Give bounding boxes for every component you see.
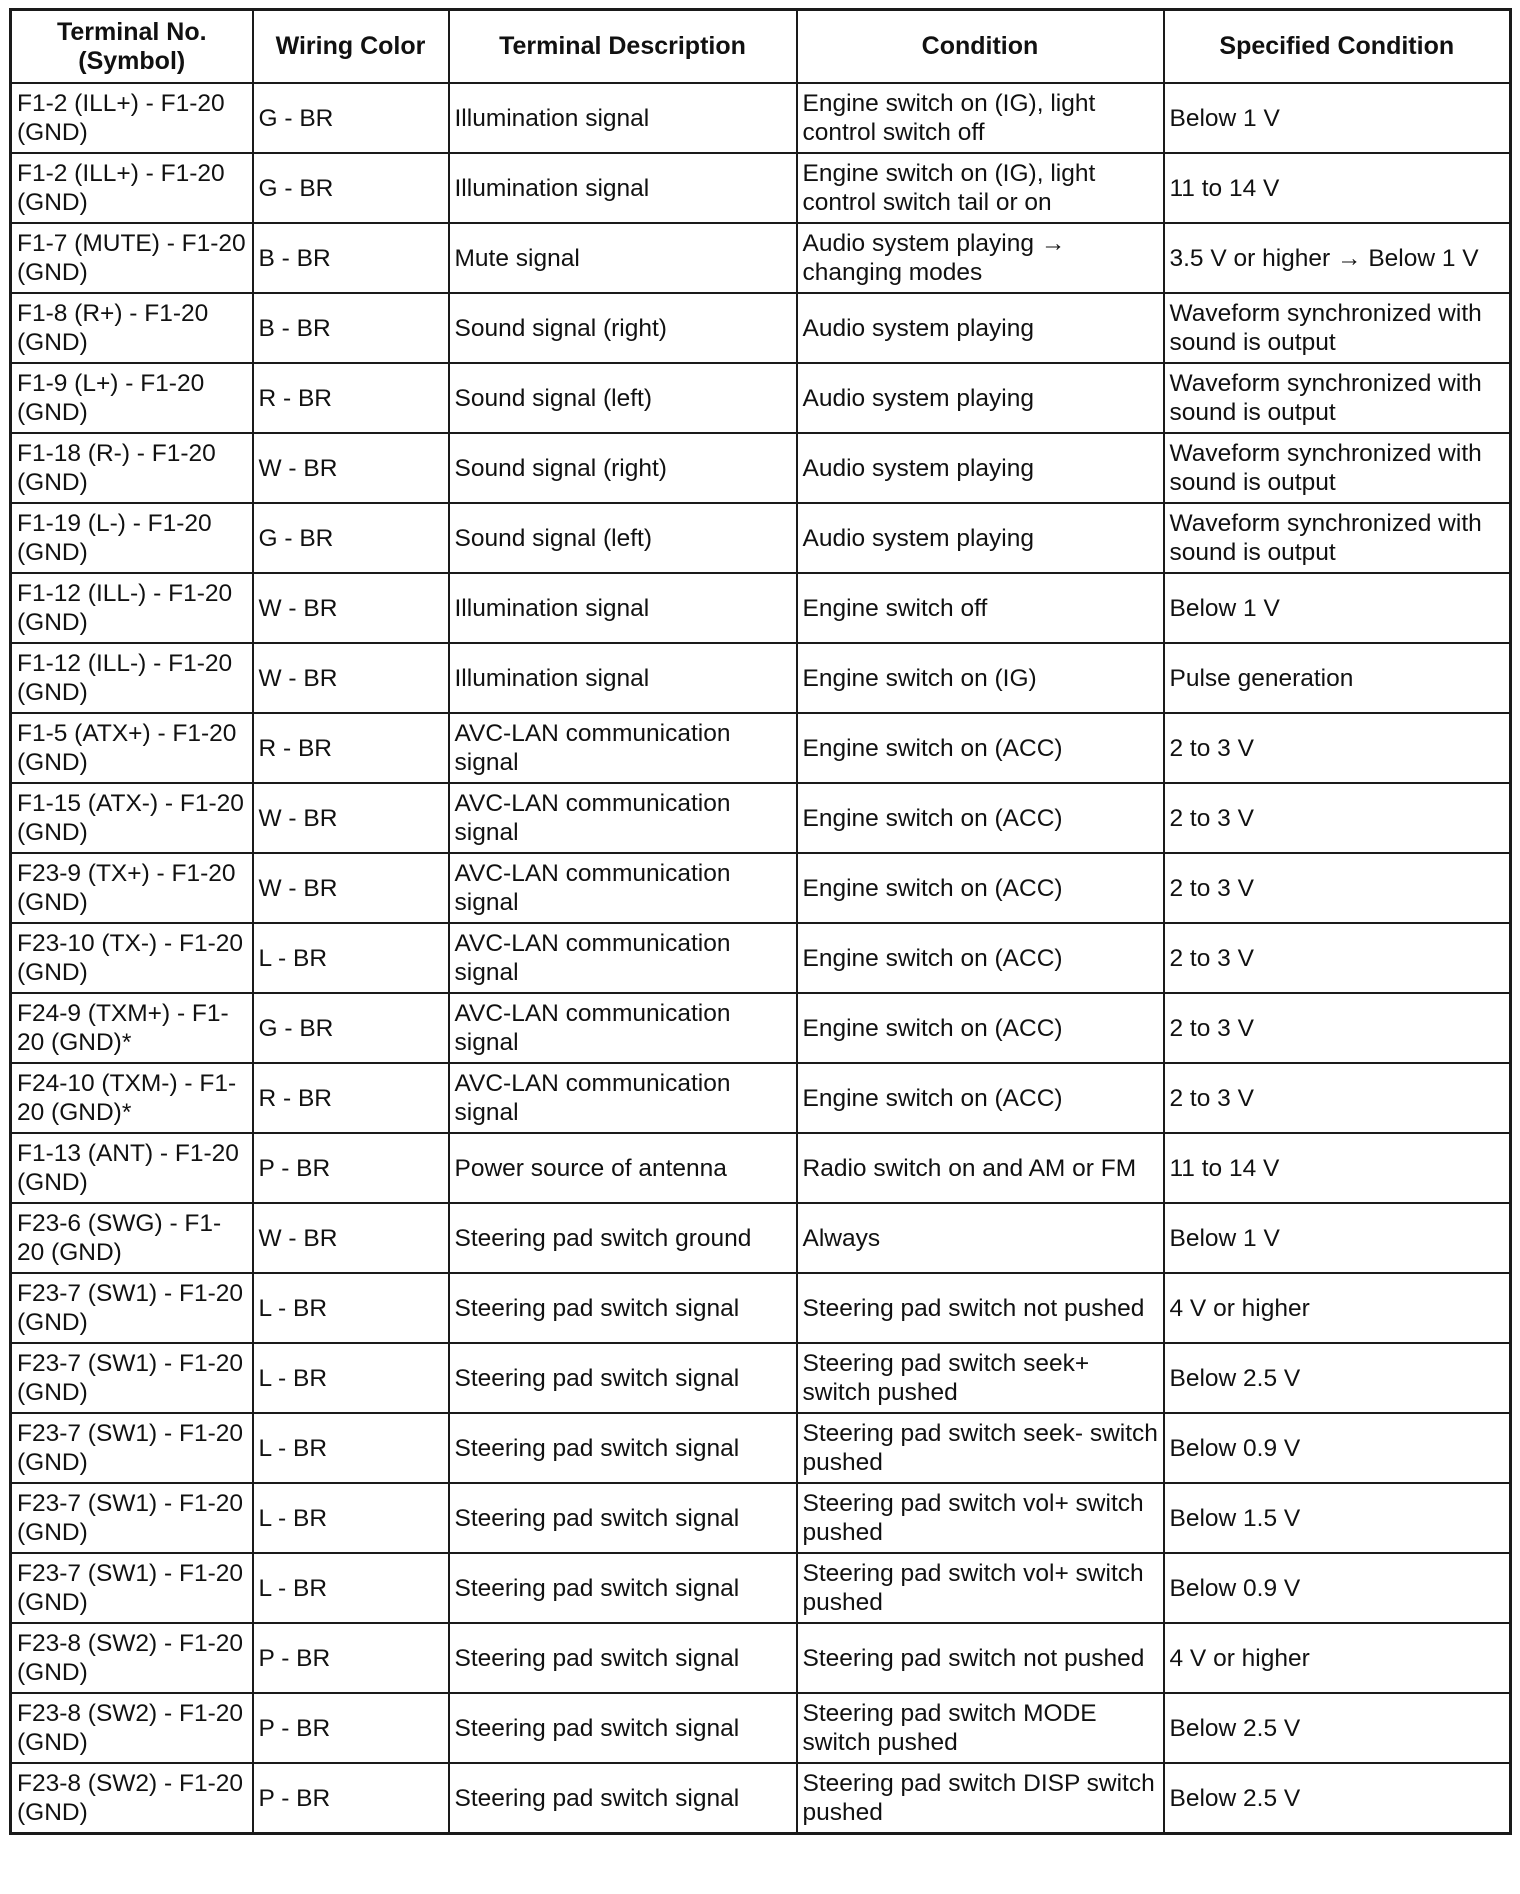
cell-specified-condition: Waveform synchronized with sound is output — [1164, 363, 1511, 433]
table-row — [11, 713, 1511, 783]
table-row — [11, 1273, 1511, 1343]
cell-condition: Audio system playing — [797, 503, 1164, 573]
cell-terminal-description: Sound signal (right) — [449, 293, 797, 363]
cell-condition: Engine switch on (ACC) — [797, 713, 1164, 783]
cell-specified-condition: Below 2.5 V — [1164, 1693, 1511, 1763]
cell-specified-condition: Below 1 V — [1164, 573, 1511, 643]
cell-specified-condition: Below 0.9 V — [1164, 1553, 1511, 1623]
cell-condition: Steering pad switch DISP switch pushed — [797, 1763, 1164, 1834]
cell-condition: Steering pad switch not pushed — [797, 1623, 1164, 1693]
cell-wiring-color: G - BR — [253, 83, 449, 153]
cell-specified-condition: 2 to 3 V — [1164, 783, 1511, 853]
cell-wiring-color: L - BR — [253, 923, 449, 993]
cell-specified-condition: Below 1 V — [1164, 1203, 1511, 1273]
table-row — [11, 503, 1511, 573]
cell-condition: Engine switch off — [797, 573, 1164, 643]
cell-terminal-description: Steering pad switch signal — [449, 1343, 797, 1413]
header-wiring-color: Wiring Color — [253, 10, 449, 84]
cell-specified-condition: 2 to 3 V — [1164, 713, 1511, 783]
cell-specified-condition: Below 0.9 V — [1164, 1413, 1511, 1483]
table-row — [11, 83, 1511, 153]
cell-specified-condition: Waveform synchronized with sound is output — [1164, 433, 1511, 503]
cell-terminal-description: Mute signal — [449, 223, 797, 293]
table-row — [11, 1693, 1511, 1763]
cell-condition: Engine switch on (ACC) — [797, 923, 1164, 993]
cell-terminal-description: Steering pad switch signal — [449, 1623, 797, 1693]
cell-wiring-color: P - BR — [253, 1133, 449, 1203]
cell-wiring-color: G - BR — [253, 153, 449, 223]
cell-terminal-no: F1-9 (L+) - F1-20 (GND) — [11, 363, 253, 433]
cell-specified-condition: 2 to 3 V — [1164, 923, 1511, 993]
cell-specified-condition: 11 to 14 V — [1164, 153, 1511, 223]
cell-condition: Steering pad switch not pushed — [797, 1273, 1164, 1343]
table-row — [11, 853, 1511, 923]
cell-wiring-color: P - BR — [253, 1693, 449, 1763]
cell-wiring-color: R - BR — [253, 1063, 449, 1133]
cell-terminal-description: Power source of antenna — [449, 1133, 797, 1203]
cell-condition: Engine switch on (ACC) — [797, 783, 1164, 853]
cell-terminal-description: Illumination signal — [449, 153, 797, 223]
cell-wiring-color: L - BR — [253, 1343, 449, 1413]
cell-terminal-no: F23-8 (SW2) - F1-20 (GND) — [11, 1693, 253, 1763]
cell-specified-condition: 3.5 V or higher → Below 1 V — [1164, 223, 1511, 293]
cell-terminal-no: F23-7 (SW1) - F1-20 (GND) — [11, 1343, 253, 1413]
cell-terminal-no: F1-2 (ILL+) - F1-20 (GND) — [11, 153, 253, 223]
table-row — [11, 1203, 1511, 1273]
cell-specified-condition: Below 1.5 V — [1164, 1483, 1511, 1553]
cell-terminal-no: F23-6 (SWG) - F1-20 (GND) — [11, 1203, 253, 1273]
cell-terminal-description: Steering pad switch signal — [449, 1693, 797, 1763]
cell-condition: Steering pad switch vol+ switch pushed — [797, 1553, 1164, 1623]
cell-condition: Engine switch on (IG) — [797, 643, 1164, 713]
cell-terminal-description: Steering pad switch signal — [449, 1413, 797, 1483]
cell-terminal-no: F1-7 (MUTE) - F1-20 (GND) — [11, 223, 253, 293]
cell-specified-condition: Waveform synchronized with sound is output — [1164, 293, 1511, 363]
cell-wiring-color: P - BR — [253, 1763, 449, 1834]
cell-terminal-no: F23-8 (SW2) - F1-20 (GND) — [11, 1763, 253, 1834]
cell-condition: Audio system playing — [797, 433, 1164, 503]
header-specified-condition: Specified Condition — [1164, 10, 1511, 84]
cell-wiring-color: L - BR — [253, 1273, 449, 1343]
table-row — [11, 1623, 1511, 1693]
cell-terminal-description: AVC-LAN communication signal — [449, 713, 797, 783]
cell-terminal-description: AVC-LAN communication signal — [449, 1063, 797, 1133]
cell-wiring-color: L - BR — [253, 1483, 449, 1553]
cell-terminal-no: F23-7 (SW1) - F1-20 (GND) — [11, 1483, 253, 1553]
cell-wiring-color: W - BR — [253, 643, 449, 713]
cell-terminal-description: Sound signal (right) — [449, 433, 797, 503]
cell-wiring-color: G - BR — [253, 993, 449, 1063]
cell-wiring-color: B - BR — [253, 293, 449, 363]
cell-specified-condition: 4 V or higher — [1164, 1273, 1511, 1343]
cell-condition: Engine switch on (IG), light control switch off — [797, 83, 1164, 153]
cell-condition: Engine switch on (ACC) — [797, 853, 1164, 923]
cell-terminal-description: Illumination signal — [449, 83, 797, 153]
cell-terminal-no: F1-19 (L-) - F1-20 (GND) — [11, 503, 253, 573]
table-row — [11, 223, 1511, 293]
cell-wiring-color: W - BR — [253, 1203, 449, 1273]
header-terminal-description: Terminal Description — [449, 10, 797, 84]
cell-condition: Audio system playing → changing modes — [797, 223, 1164, 293]
cell-terminal-description: Steering pad switch signal — [449, 1763, 797, 1834]
terminal-table-sheet — [9, 8, 1509, 1835]
cell-terminal-no: F23-9 (TX+) - F1-20 (GND) — [11, 853, 253, 923]
table-row — [11, 1553, 1511, 1623]
cell-terminal-description: Steering pad switch signal — [449, 1553, 797, 1623]
cell-terminal-no: F23-7 (SW1) - F1-20 (GND) — [11, 1553, 253, 1623]
cell-specified-condition: Below 1 V — [1164, 83, 1511, 153]
cell-wiring-color: L - BR — [253, 1553, 449, 1623]
cell-specified-condition: Pulse generation — [1164, 643, 1511, 713]
cell-terminal-no: F1-12 (ILL-) - F1-20 (GND) — [11, 573, 253, 643]
header-terminal-no: Terminal No. (Symbol) — [11, 10, 253, 84]
cell-condition: Steering pad switch seek+ switch pushed — [797, 1343, 1164, 1413]
cell-wiring-color: W - BR — [253, 573, 449, 643]
table-row — [11, 1483, 1511, 1553]
cell-condition: Engine switch on (ACC) — [797, 1063, 1164, 1133]
cell-condition: Audio system playing — [797, 363, 1164, 433]
cell-terminal-no: F1-5 (ATX+) - F1-20 (GND) — [11, 713, 253, 783]
table-row — [11, 993, 1511, 1063]
cell-terminal-no: F23-8 (SW2) - F1-20 (GND) — [11, 1623, 253, 1693]
table-row — [11, 783, 1511, 853]
table-row — [11, 643, 1511, 713]
table-row — [11, 923, 1511, 993]
cell-terminal-description: Illumination signal — [449, 643, 797, 713]
cell-terminal-description: AVC-LAN communication signal — [449, 923, 797, 993]
cell-terminal-description: Sound signal (left) — [449, 503, 797, 573]
cell-terminal-description: Illumination signal — [449, 573, 797, 643]
cell-terminal-no: F24-10 (TXM-) - F1-20 (GND)* — [11, 1063, 253, 1133]
cell-terminal-no: F23-10 (TX-) - F1-20 (GND) — [11, 923, 253, 993]
cell-terminal-description: Steering pad switch signal — [449, 1483, 797, 1553]
cell-terminal-no: F24-9 (TXM+) - F1-20 (GND)* — [11, 993, 253, 1063]
cell-wiring-color: W - BR — [253, 783, 449, 853]
cell-wiring-color: G - BR — [253, 503, 449, 573]
cell-specified-condition: Below 2.5 V — [1164, 1343, 1511, 1413]
cell-wiring-color: W - BR — [253, 853, 449, 923]
table-header-row — [11, 10, 1511, 84]
cell-wiring-color: B - BR — [253, 223, 449, 293]
cell-terminal-description: AVC-LAN communication signal — [449, 853, 797, 923]
table-row — [11, 1063, 1511, 1133]
table-row — [11, 293, 1511, 363]
cell-terminal-no: F23-7 (SW1) - F1-20 (GND) — [11, 1273, 253, 1343]
table-row — [11, 153, 1511, 223]
table-row — [11, 363, 1511, 433]
table-row — [11, 433, 1511, 503]
cell-specified-condition: 2 to 3 V — [1164, 993, 1511, 1063]
cell-wiring-color: R - BR — [253, 363, 449, 433]
cell-wiring-color: R - BR — [253, 713, 449, 783]
cell-terminal-description: AVC-LAN communication signal — [449, 783, 797, 853]
cell-wiring-color: L - BR — [253, 1413, 449, 1483]
cell-condition: Radio switch on and AM or FM — [797, 1133, 1164, 1203]
cell-terminal-no: F1-15 (ATX-) - F1-20 (GND) — [11, 783, 253, 853]
cell-wiring-color: P - BR — [253, 1623, 449, 1693]
cell-specified-condition: 4 V or higher — [1164, 1623, 1511, 1693]
cell-terminal-no: F23-7 (SW1) - F1-20 (GND) — [11, 1413, 253, 1483]
cell-condition: Engine switch on (IG), light control switch tail or on — [797, 153, 1164, 223]
cell-terminal-description: Sound signal (left) — [449, 363, 797, 433]
cell-terminal-description: Steering pad switch ground — [449, 1203, 797, 1273]
cell-condition: Audio system playing — [797, 293, 1164, 363]
table-row — [11, 1343, 1511, 1413]
cell-terminal-description: Steering pad switch signal — [449, 1273, 797, 1343]
cell-specified-condition: 2 to 3 V — [1164, 1063, 1511, 1133]
cell-terminal-no: F1-8 (R+) - F1-20 (GND) — [11, 293, 253, 363]
cell-terminal-no: F1-12 (ILL-) - F1-20 (GND) — [11, 643, 253, 713]
cell-terminal-description: AVC-LAN communication signal — [449, 993, 797, 1063]
table-row — [11, 1133, 1511, 1203]
header-condition: Condition — [797, 10, 1164, 84]
table-row — [11, 573, 1511, 643]
cell-condition: Steering pad switch MODE switch pushed — [797, 1693, 1164, 1763]
table-row — [11, 1763, 1511, 1834]
table-row — [11, 1413, 1511, 1483]
cell-specified-condition: Below 2.5 V — [1164, 1763, 1511, 1834]
cell-specified-condition: 2 to 3 V — [1164, 853, 1511, 923]
cell-wiring-color: W - BR — [253, 433, 449, 503]
cell-terminal-no: F1-2 (ILL+) - F1-20 (GND) — [11, 83, 253, 153]
cell-specified-condition: Waveform synchronized with sound is output — [1164, 503, 1511, 573]
cell-condition: Always — [797, 1203, 1164, 1273]
table-body — [11, 83, 1511, 1834]
cell-condition: Steering pad switch seek- switch pushed — [797, 1413, 1164, 1483]
cell-terminal-no: F1-18 (R-) - F1-20 (GND) — [11, 433, 253, 503]
cell-terminal-no: F1-13 (ANT) - F1-20 (GND) — [11, 1133, 253, 1203]
cell-condition: Steering pad switch vol+ switch pushed — [797, 1483, 1164, 1553]
cell-condition: Engine switch on (ACC) — [797, 993, 1164, 1063]
terminal-table — [9, 8, 1512, 1835]
cell-specified-condition: 11 to 14 V — [1164, 1133, 1511, 1203]
